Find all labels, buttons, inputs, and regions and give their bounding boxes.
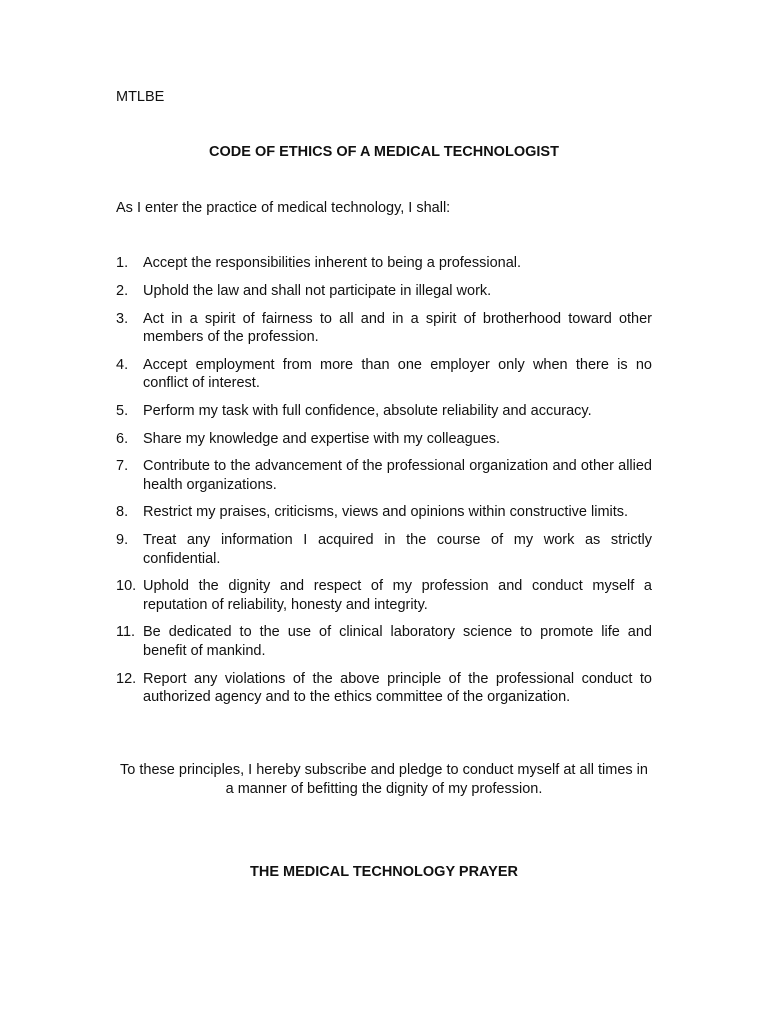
list-item	[116, 577, 652, 614]
item-number: 2.	[116, 282, 129, 299]
item-text: Restrict my praises, criticisms, views and opinions within constructive limits.	[143, 504, 629, 521]
prayer-title: THE MEDICAL TECHNOLOGY PRAYER	[249, 864, 519, 880]
list-item	[116, 282, 652, 300]
item-text: Perform my task with full confidence, absolute reliability and accuracy.	[143, 402, 592, 419]
item-number: 9.	[116, 532, 129, 549]
item-text: Share my knowledge and expertise with my colleagues.	[143, 430, 501, 447]
item-text: Be dedicated to the use of clinical laboratory science to promote life and benefit of mankind.	[143, 624, 652, 659]
list-item	[116, 623, 652, 660]
item-number: 8.	[116, 504, 129, 521]
ethics-list	[116, 254, 652, 716]
closing-pledge: To these principles, I hereby subscribe and pledge to conduct myself at all times in a manner of befitting the dignity of my profession.	[120, 762, 648, 797]
list-item	[116, 402, 652, 420]
item-number: 11.	[116, 624, 136, 641]
list-item	[116, 531, 652, 568]
item-number: 3.	[116, 310, 129, 327]
item-text: Uphold the law and shall not participate in illegal work.	[143, 282, 492, 299]
list-item	[116, 503, 652, 521]
list-item	[116, 457, 652, 494]
list-item	[116, 254, 652, 272]
list-item	[116, 670, 652, 707]
item-text: Contribute to the advancement of the professional organization and other allied health organizations.	[143, 458, 652, 493]
item-number: 12.	[116, 670, 137, 687]
item-text: Accept the responsibilities inherent to being a professional.	[143, 255, 522, 271]
list-item	[116, 310, 652, 347]
item-number: 5.	[116, 402, 129, 419]
intro-text: As I enter the practice of medical technology, I shall:	[116, 200, 451, 216]
list-item	[116, 430, 652, 448]
item-number: 1.	[116, 255, 129, 271]
item-number: 7.	[116, 458, 129, 475]
item-text: Report any violations of the above principle of the professional conduct to authorized agency and to the ethics committee of the organization.	[143, 670, 652, 705]
header-code: MTLBE	[116, 89, 165, 105]
item-number: 10.	[116, 578, 137, 595]
item-text: Act in a spirit of fairness to all and in a spirit of brotherhood toward other members of the profession.	[143, 310, 652, 345]
item-number: 6.	[116, 430, 129, 447]
list-item	[116, 356, 652, 393]
item-number: 4.	[116, 356, 129, 373]
item-text: Uphold the dignity and respect of my profession and conduct myself a reputation of reliability, honesty and integrity.	[143, 578, 652, 613]
document-title: CODE OF ETHICS OF A MEDICAL TECHNOLOGIST	[209, 144, 559, 160]
item-text: Accept employment from more than one employer only when there is no conflict of interest.	[143, 356, 652, 391]
item-text: Treat any information I acquired in the course of my work as strictly confidential.	[143, 532, 652, 567]
